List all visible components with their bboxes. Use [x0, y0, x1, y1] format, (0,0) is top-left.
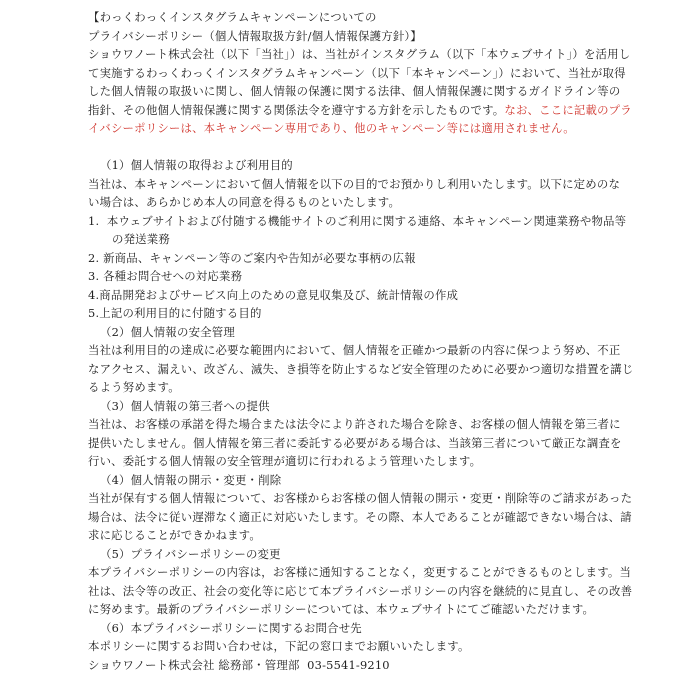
section-3 — [88, 397, 622, 471]
intro-line — [88, 101, 632, 120]
list-item: 1. 本ウェブサイトおよび付随する機能サイトのご利用に関する連絡、本キャンペーン関連業務や物品等 — [88, 213, 627, 228]
section-text: るよう努めます。 — [88, 380, 180, 394]
section-text: い場合は、あらかじめ本人の同意を得るものといたします。 — [88, 195, 401, 209]
section-4 — [88, 471, 633, 545]
intro-line: ショウワノート株式会社（以下「当社」）は、当社がインスタグラム（以下「本ウェブサイト」）を活用し — [88, 47, 631, 61]
list-item: 3. 各種お問合せへの対応業務 — [88, 269, 243, 283]
title-line-1: 【わっくわっくインスタグラムキャンペーンについての — [88, 10, 377, 24]
section-text: 当社は、本キャンペーンにおいて個人情報を以下の目的でお預かりし利用いたします。以下に定めのな — [88, 176, 621, 191]
section-text: 当社は、お客様の承諾を得た場合または法令により許された場合を除き、お客様の個人情報を第三者に — [88, 417, 621, 431]
section-text: 当社が保有する個人情報について、お客様からお客様の個人情報の開示・変更・削除等のご請求があった — [88, 491, 633, 505]
section-text: 本プライバシーポリシーの内容は，お客様に通知することなく，変更することができるものとします。当 — [88, 565, 632, 579]
section-6 — [88, 619, 586, 675]
intro-line: した個人情報の取扱いに関し、個人情報の保護に関する法律、個人情報保護に関するガイドライン等の — [88, 84, 621, 98]
spacer — [88, 138, 586, 157]
section-heading: （4）個人情報の開示・変更・削除 — [100, 472, 282, 487]
section-text: 場合は、法令に従い遅滞なく適正に対応いたします。その際、本人であることが確認できない場合は、請 — [88, 509, 632, 524]
list-item: 4.商品開発およびサービス向上のための意見収集及び、統計情報の作成 — [88, 287, 459, 302]
section-text: 本ポリシーに関するお問い合わせは，下記の窓口までお願いいたします。 — [88, 639, 470, 653]
title-line-2: プライバシーポリシー（個人情報取扱方針/個人情報保護方針）】 — [88, 28, 422, 43]
campaign-notice: イバシーポリシーは、本キャンペーン専用であり、他のキャンペーン等には適用されません。 — [88, 121, 575, 135]
privacy-policy-document — [88, 8, 634, 674]
list-item: 2. 新商品、キャンペーン等のご案内や告知が必要な事柄の広報 — [88, 250, 416, 265]
section-heading: （2）個人情報の安全管理 — [100, 324, 235, 339]
section-text: 求に応じることができかねます。 — [88, 528, 261, 542]
section-text: なアクセス、漏えい、改ざん、滅失、き損等を防止するなど安全管理のために必要かつ適切な措置を講じ — [88, 361, 634, 376]
section-heading: （5）プライバシーポリシーの変更 — [100, 546, 281, 561]
section-2 — [88, 323, 634, 397]
list-item-continuation: の発送業務 — [112, 232, 170, 246]
section-text: 社は、法令等の改正、社会の変化等に応じて本プライバシーポリシーの内容を継続的に見直し、その改善 — [88, 583, 633, 598]
contact-info: ショウワノート株式会社 総務部・管理部 03-5541-9210 — [88, 657, 390, 672]
section-text: に努めます。最新のプライバシーポリシーについては、本ウェブサイトにてご確認いただけます。 — [88, 602, 595, 616]
campaign-notice: なお、ここに記載のプラ — [504, 102, 632, 117]
intro-line: て実施するわっくわっくインスタグラムキャンペーン（以下「本キャンペーン」）において、当社が取得 — [88, 65, 626, 80]
section-text: 提供いたしません。個人情報を第三者に委託する必要がある場合は、当該第三者について厳正な調査を — [88, 435, 622, 450]
section-text: 当社は利用目的の達成に必要な範囲内において、個人情報を正確かつ最新の内容に保つよう努め、不正 — [88, 343, 621, 357]
document-title — [88, 8, 586, 45]
intro-paragraph — [88, 45, 632, 138]
section-text: 行い、委託する個人情報の安全管理が適切に行われるよう管理いたします。 — [88, 454, 482, 468]
section-heading: （3）個人情報の第三者への提供 — [100, 398, 270, 413]
section-5 — [88, 545, 633, 619]
list-item: 5.上記の利用目的に付随する目的 — [88, 306, 262, 320]
section-heading: （1）個人情報の取得および利用目的 — [100, 158, 293, 172]
section-1 — [88, 156, 627, 323]
section-heading: （6）本プライバシーポリシーに関するお問合せ先 — [100, 620, 362, 635]
intro-text: 指針、その他個人情報保護に関する関係法令を遵守する方針を示したものです。 — [88, 102, 505, 117]
